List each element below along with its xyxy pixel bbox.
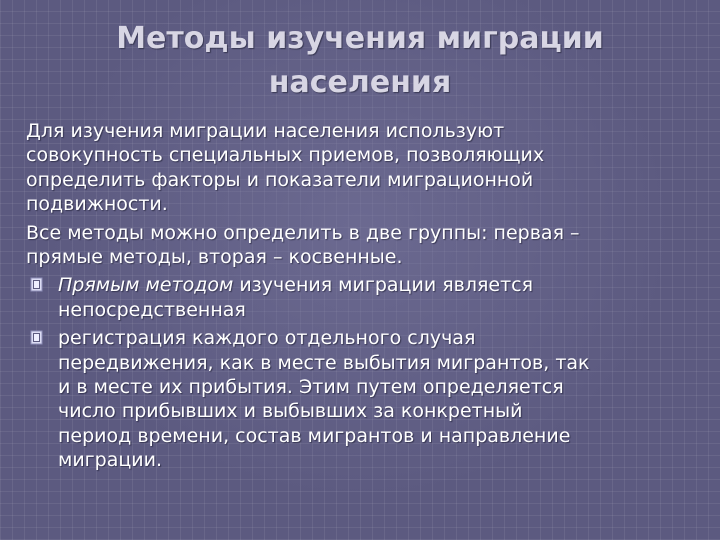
bullet-line: миграции. xyxy=(58,449,163,472)
slide-title xyxy=(60,17,660,105)
slide-title-line-2: населения xyxy=(268,65,452,100)
paragraph-line: подвижности. xyxy=(26,193,168,216)
bullet-line: и в месте их прибытия. Этим путем определяется xyxy=(58,376,564,399)
bullet-line: число прибывших и выбывших за конкретный xyxy=(58,400,523,423)
slide-title-line-1: Методы изучения миграции xyxy=(116,21,604,56)
paragraph-line: прямые методы, вторая – косвенные. xyxy=(26,246,403,269)
bullet-italic-term: Прямым методом xyxy=(58,274,234,297)
section-sign-bullet-icon xyxy=(30,277,43,292)
section-sign-bullet-icon xyxy=(30,330,43,345)
paragraph-line: Для изучения миграции населения используют xyxy=(26,120,505,142)
paragraph-groups xyxy=(26,221,694,270)
paragraph-line: совокупность специальных приемов, позволяющих xyxy=(26,144,545,167)
bullet-item-registration xyxy=(26,326,694,472)
bullet-line: регистрация каждого отдельного случая xyxy=(58,327,476,350)
paragraph-line: Все методы можно определить в две группы: первая – xyxy=(26,221,580,244)
paragraph-line: определить факторы и показатели миграционной xyxy=(26,168,534,191)
slide-body xyxy=(26,119,694,477)
bullet-item-direct-method xyxy=(26,273,694,322)
bullet-line-rest: изучения миграции является xyxy=(233,274,534,297)
paragraph-intro xyxy=(26,119,694,217)
bullet-line: непосредственная xyxy=(58,298,246,321)
bullet-line: период времени, состав мигрантов и направление xyxy=(58,424,571,447)
bullet-line xyxy=(58,273,694,297)
bullet-line: передвижения, как в месте выбытия мигрантов, так xyxy=(58,351,590,374)
